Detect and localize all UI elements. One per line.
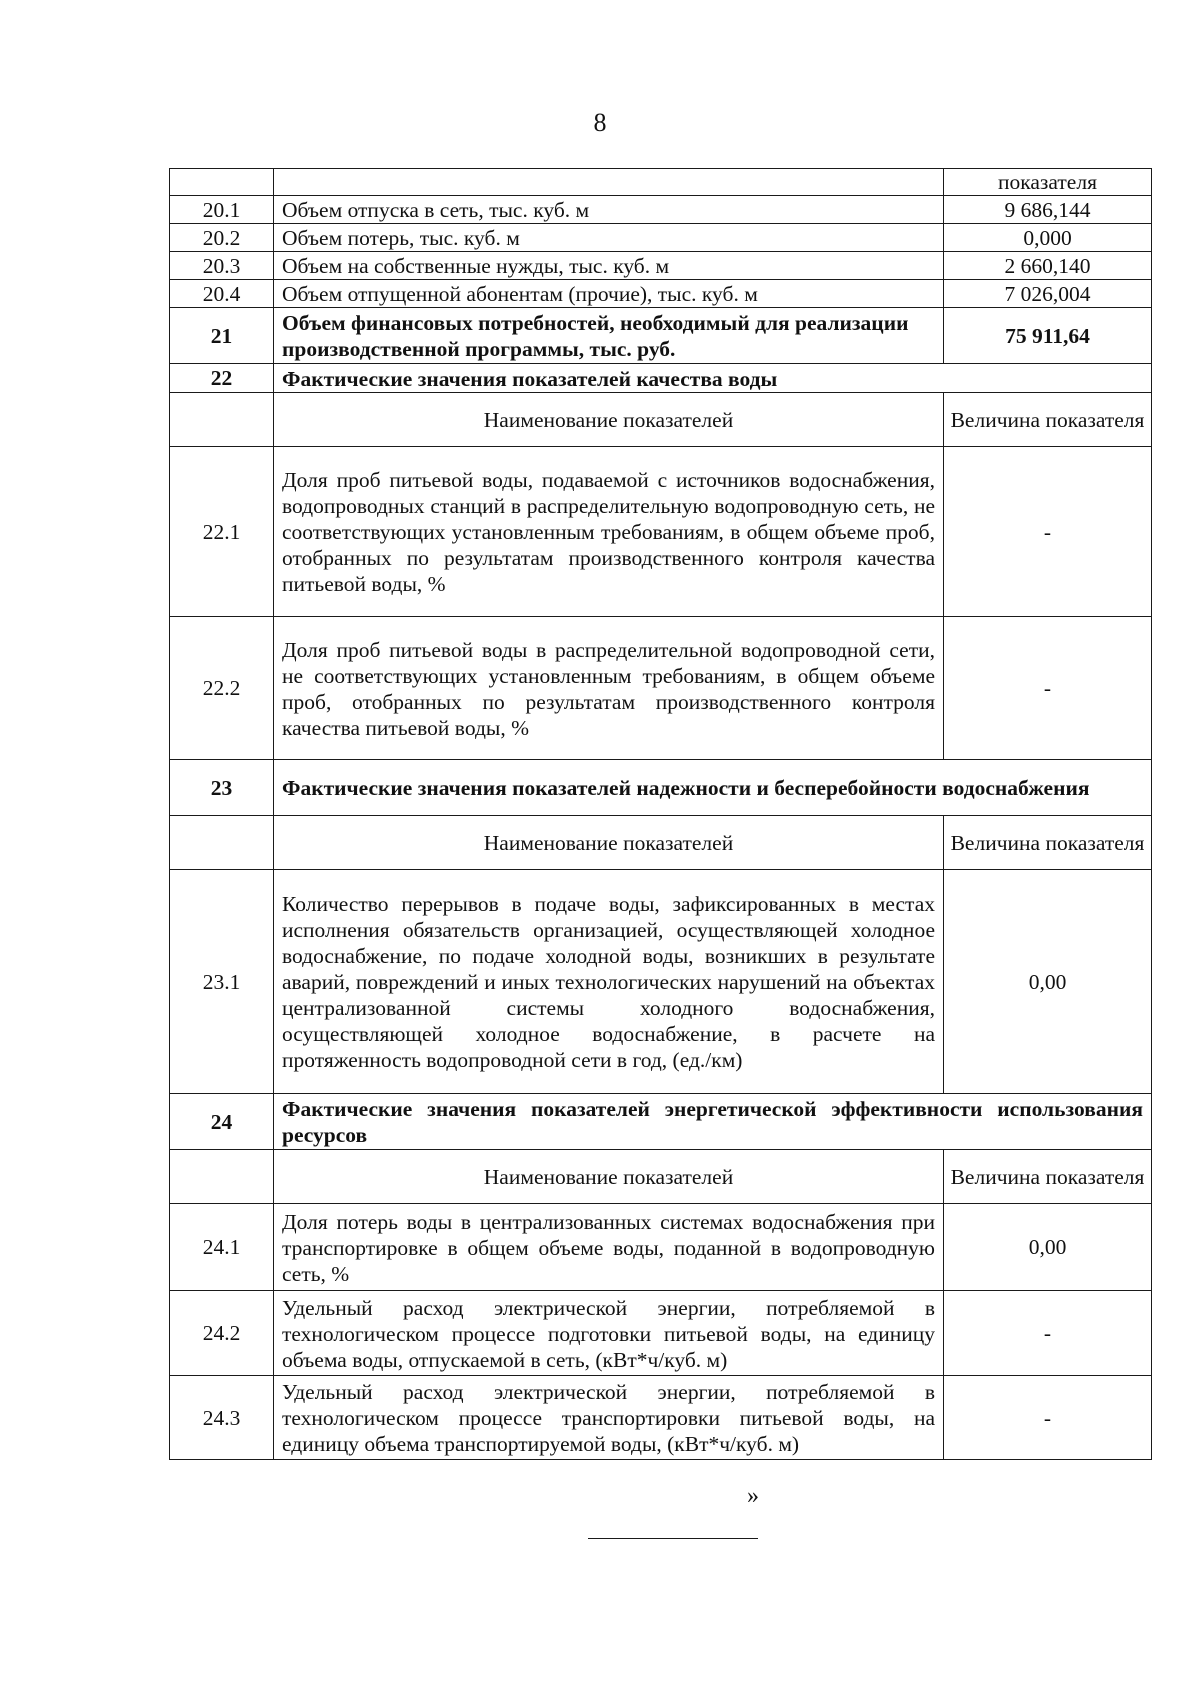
section-number: 23 xyxy=(170,760,274,816)
table-row xyxy=(170,224,1152,252)
column-header-name: Наименование показателей xyxy=(274,1150,944,1204)
column-header-name: Наименование показателей xyxy=(274,816,944,870)
continuation-header-row xyxy=(170,169,1152,196)
table-cell-empty xyxy=(170,169,274,196)
table-row xyxy=(170,870,1152,1094)
row-label: Удельный расход электрической энергии, потребляемой в технологическом процессе подготовки питьевой воды, на единицу объема воды, отпускаемой в сеть, (кВт*ч/куб. м) xyxy=(274,1291,944,1376)
table-row xyxy=(170,280,1152,308)
row-number: 24.1 xyxy=(170,1204,274,1291)
row-label: Количество перерывов в подаче воды, зафиксированных в местах исполнения обязательств организацией, осуществляющей холодное водоснабжение, по подаче холодной воды, возникших в результате аварий, повреждений и иных технологических нарушений на объектах централизованной системы холодного водоснабжения, осуществляющей холодное водоснабжение, в расчете на протяженность водопроводной сети в год, (ед./км) xyxy=(274,870,944,1094)
section-title: Фактические значения показателей надежности и бесперебойности водоснабжения xyxy=(274,760,1152,816)
section-number: 22 xyxy=(170,364,274,393)
section-number: 24 xyxy=(170,1094,274,1150)
table-cell-empty xyxy=(170,393,274,447)
row-value: - xyxy=(944,1291,1152,1376)
row-number: 22.2 xyxy=(170,617,274,760)
section-title: Фактические значения показателей энергетической эффективности использования ресурсов xyxy=(274,1094,1152,1150)
row-value: 0,00 xyxy=(944,870,1152,1094)
row-number: 20.3 xyxy=(170,252,274,280)
column-header-value: Величина показателя xyxy=(944,1150,1152,1204)
table-row xyxy=(170,252,1152,280)
row-number: 22.1 xyxy=(170,447,274,617)
continuation-header: показателя xyxy=(944,169,1152,196)
section-title: Фактические значения показателей качества воды xyxy=(274,364,1152,393)
indicators-table xyxy=(169,168,1152,1460)
row-label: Объем отпущенной абонентам (прочие), тыс. куб. м xyxy=(274,280,944,308)
table-row xyxy=(170,617,1152,760)
table-cell-empty xyxy=(170,816,274,870)
row-label: Объем потерь, тыс. куб. м xyxy=(274,224,944,252)
table-row-21 xyxy=(170,308,1152,364)
row-label: Доля проб питьевой воды, подаваемой с источников водоснабжения, водопроводных станций в распределительную водопроводную сеть, не соответствующих установленным требованиям, в общем объеме проб, отобранных по результатам производственного контроля качества питьевой воды, % xyxy=(274,447,944,617)
column-header-row xyxy=(170,393,1152,447)
column-header-value: Величина показателя xyxy=(944,393,1152,447)
row-label: Доля проб питьевой воды в распределительной водопроводной сети, не соответствующих установленным требованиям, в общем объеме проб, отобранных по результатам производственного контроля качества питьевой воды, % xyxy=(274,617,944,760)
table-row xyxy=(170,1204,1152,1291)
table-row xyxy=(170,1376,1152,1460)
footer-divider-line xyxy=(588,1538,758,1539)
row-number: 24.3 xyxy=(170,1376,274,1460)
row-number: 20.2 xyxy=(170,224,274,252)
row-value: - xyxy=(944,1376,1152,1460)
table-row xyxy=(170,447,1152,617)
closing-quote-mark: » xyxy=(747,1483,759,1509)
table-cell-empty xyxy=(170,1150,274,1204)
row-number: 20.4 xyxy=(170,280,274,308)
column-header-name: Наименование показателей xyxy=(274,393,944,447)
table-cell-empty xyxy=(274,169,944,196)
row-value: 0,000 xyxy=(944,224,1152,252)
table-row xyxy=(170,1291,1152,1376)
column-header-value: Величина показателя xyxy=(944,816,1152,870)
row-value: 2 660,140 xyxy=(944,252,1152,280)
row-number: 21 xyxy=(170,308,274,364)
section-header-23 xyxy=(170,760,1152,816)
row-label: Доля потерь воды в централизованных системах водоснабжения при транспортировке в общем объеме воды, поданной в водопроводную сеть, % xyxy=(274,1204,944,1291)
section-header-22 xyxy=(170,364,1152,393)
column-header-row xyxy=(170,1150,1152,1204)
row-value: 9 686,144 xyxy=(944,196,1152,224)
table-row xyxy=(170,196,1152,224)
row-label: Объем финансовых потребностей, необходимый для реализации производственной программы, тыс. руб. xyxy=(274,308,944,364)
row-number: 23.1 xyxy=(170,870,274,1094)
row-number: 24.2 xyxy=(170,1291,274,1376)
row-label: Удельный расход электрической энергии, потребляемой в технологическом процессе транспортировки питьевой воды, на единицу объема транспортируемой воды, (кВт*ч/куб. м) xyxy=(274,1376,944,1460)
section-header-24 xyxy=(170,1094,1152,1150)
row-value: 7 026,004 xyxy=(944,280,1152,308)
row-label: Объем на собственные нужды, тыс. куб. м xyxy=(274,252,944,280)
row-value: 0,00 xyxy=(944,1204,1152,1291)
row-number: 20.1 xyxy=(170,196,274,224)
row-value: 75 911,64 xyxy=(944,308,1152,364)
row-value: - xyxy=(944,447,1152,617)
row-value: - xyxy=(944,617,1152,760)
row-label: Объем отпуска в сеть, тыс. куб. м xyxy=(274,196,944,224)
column-header-row xyxy=(170,816,1152,870)
page-number: 8 xyxy=(593,108,607,137)
